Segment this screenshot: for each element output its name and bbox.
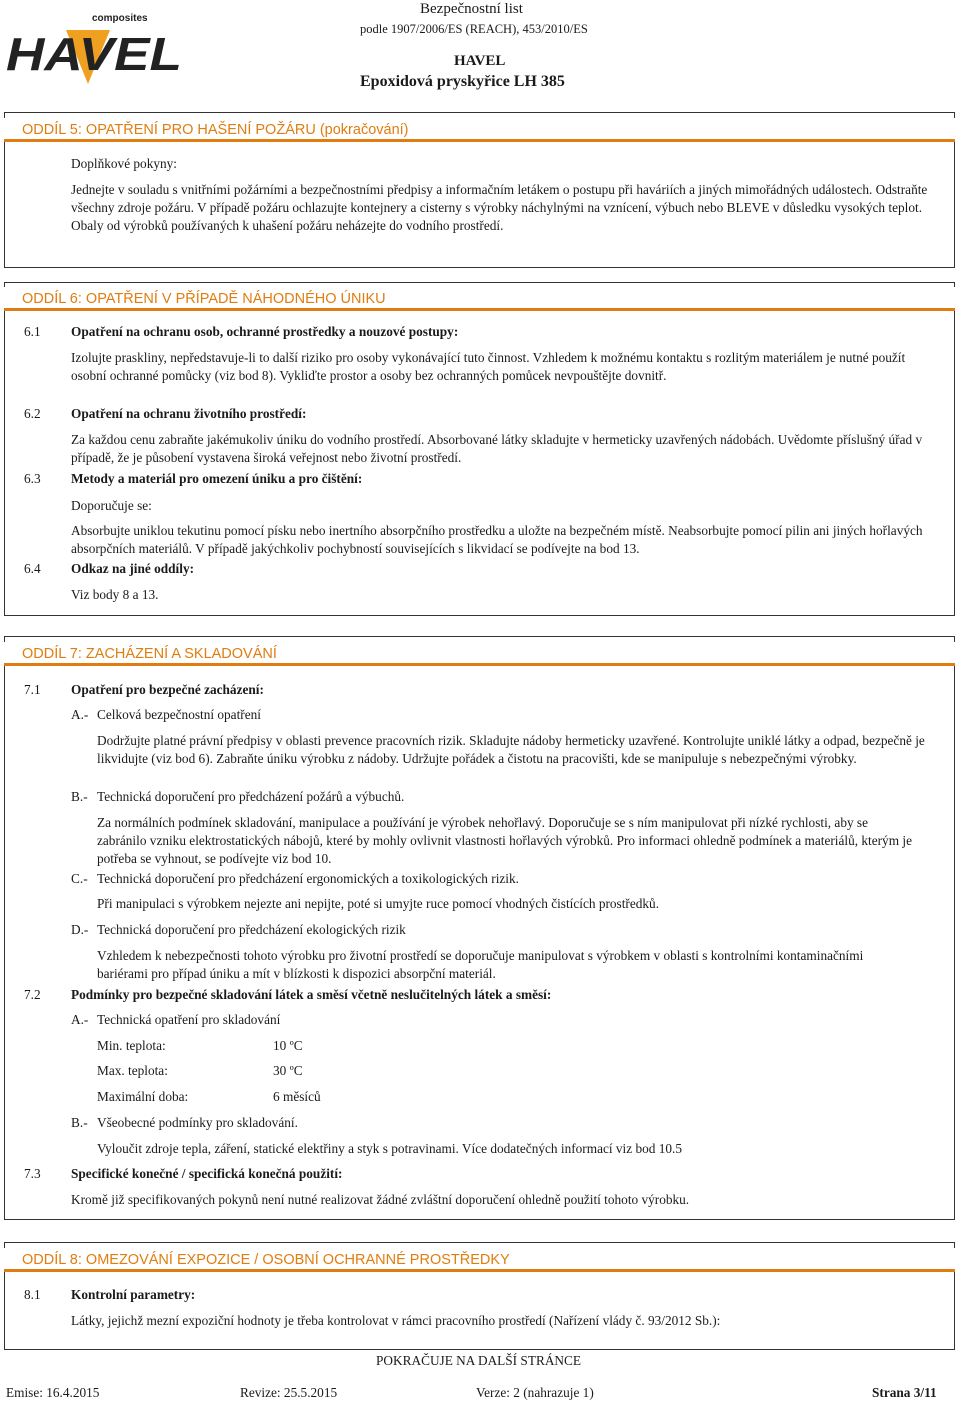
s6-4-text: Viz body 8 a 13.	[71, 587, 159, 602]
revision-date: Revize: 25.5.2015	[240, 1385, 338, 1400]
s6-3-number: 6.3	[24, 471, 41, 486]
s6-3-text: Absorbujte uniklou tekutinu pomocí písku nebo inertního absorpčního prostředku a uložte na bezpečném místě. Neabsorbujte pomocí pilin ani jiných hořlavých absorpčních materiálů. V případě jakýchkoliv pochybností souvisejících s likvidací se podívejte na bod 13.	[71, 523, 923, 556]
s7-1-b-heading: Technická doporučení pro předcházení požárů a výbuchů.	[97, 789, 405, 804]
section-5-title: ODDÍL 5: OPATŘENÍ PRO HAŠENÍ POŽÁRU (pokračování)	[4, 118, 955, 142]
s6-1-heading: Opatření na ochranu osob, ochranné prostředky a nouzové postupy:	[71, 324, 459, 339]
s6-1-text: Izolujte praskliny, nepředstavuje-li to další riziko pro osoby vykonávající tuto činnost. Vzhledem k možnému kontaktu s rozlitým materiálem je nutné použít osobní ochranné pomůcky (viz bod 8). Vykliďte prostor a osoby bez ochranných pomůcek nevpouštějte dovnitř.	[71, 350, 906, 383]
product-name: Epoxidová pryskyřice LH 385	[360, 73, 565, 90]
logo-main-text: HAVEL	[6, 28, 182, 80]
section-7-title: ODDÍL 7: ZACHÁZENÍ A SKLADOVÁNÍ	[4, 642, 955, 666]
s7-1-c-label: C.-	[71, 871, 88, 886]
s7-1-b-label: B.-	[71, 789, 88, 804]
s7-1-d-heading: Technická doporučení pro předcházení ekologických rizik	[97, 922, 406, 937]
s7-3-number: 7.3	[24, 1166, 41, 1181]
section-6-title: ODDÍL 6: OPATŘENÍ V PŘÍPADĚ NÁHODNÉHO ÚNIKU	[4, 287, 955, 311]
s7-1-d-text: Vzhledem k nebezpečnosti tohoto výrobku pro životní prostředí se doporučuje manipulovat s výrobkem v oblasti s kontrolními kontaminačními bariérami pro případ úniku a mít v blízkosti k dispozici absorpční materiál.	[97, 948, 864, 981]
s7-1-a-text: Dodržujte platné právní předpisy v oblasti prevence pracovních rizik. Skladujte nádoby hermeticky uzavřené. Kontrolujte uniklé látky a odpad, bezpečně je likvidujte (viz bod 6). Zabraňte úniku výrobku z nádoby. Udržujte pořádek a čistotu na pracovišti, kde se manipuluje s nebezpečnými výrobky.	[97, 733, 925, 766]
s6-4-heading: Odkaz na jiné oddíly:	[71, 561, 195, 576]
s6-3-heading: Metody a materiál pro omezení úniku a pro čištění:	[71, 471, 363, 486]
s6-1-number: 6.1	[24, 324, 41, 339]
storage-min-temp-value: 10 ºC	[273, 1038, 303, 1053]
s7-1-a-heading: Celková bezpečnostní opatření	[97, 707, 261, 722]
s7-2-heading: Podmínky pro bezpečné skladování látek a směsí včetně neslučitelných látek a směsí:	[71, 987, 552, 1002]
s7-2-a-label: A.-	[71, 1012, 89, 1027]
s7-1-number: 7.1	[24, 682, 41, 697]
s7-2-b-heading: Všeobecné podmínky pro skladování.	[97, 1115, 298, 1130]
havel-logo	[6, 12, 186, 84]
continue-note: POKRAČUJE NA DALŠÍ STRÁNCE	[376, 1353, 582, 1368]
s5-subtitle: Doplňkové pokyny:	[71, 156, 177, 171]
s5-text: Jednejte v souladu s vnitřními požárními a bezpečnostními předpisy a informačním letákem o postupu při haváriích a jiných mimořádných událostech. Odstraňte všechny zdroje požáru. V případě požáru ochlazujte kontejnery a cisterny s výrobky náchylnými na vznícení, výbuch nebo BLEVE v důsledku vysokých teplot. Obaly od výrobků používaných k uhašení požáru neházejte do vodního prostředí.	[71, 182, 928, 233]
s7-1-a-label: A.-	[71, 707, 89, 722]
regulation-text: podle 1907/2006/ES (REACH), 453/2010/ES	[360, 22, 588, 36]
page-number: Strana 3/11	[872, 1385, 937, 1400]
s8-1-heading: Kontrolní parametry:	[71, 1287, 196, 1302]
s6-3-subheading: Doporučuje se:	[71, 498, 152, 513]
brand-name: HAVEL	[454, 53, 506, 69]
s7-2-a-heading: Technická opatření pro skladování	[97, 1012, 281, 1027]
storage-max-time-value: 6 měsíců	[273, 1089, 321, 1104]
s8-1-number: 8.1	[24, 1287, 41, 1302]
s7-1-heading: Opatření pro bezpečné zacházení:	[71, 682, 264, 697]
s7-1-c-text: Při manipulaci s výrobkem nejezte ani nepijte, poté si umyjte ruce pomocí vhodných čistících prostředků.	[97, 896, 660, 911]
storage-min-temp-label: Min. teplota:	[97, 1038, 166, 1053]
s7-1-c-heading: Technická doporučení pro předcházení ergonomických a toxikologických rizik.	[97, 871, 519, 886]
s7-1-d-label: D.-	[71, 922, 89, 937]
storage-max-time-label: Maximální doba:	[97, 1089, 189, 1104]
s6-2-heading: Opatření na ochranu životního prostředí:	[71, 406, 307, 421]
s8-1-text: Látky, jejichž mezní expoziční hodnoty je třeba kontrolovat v rámci pracovního prostředí (Nařízení vlády č. 93/2012 Sb.):	[71, 1313, 721, 1328]
issue-date: Emise: 16.4.2015	[6, 1385, 100, 1400]
s6-2-text: Za každou cenu zabraňte jakémukoliv úniku do vodního prostředí. Absorbované látky skladujte v hermeticky uzavřených nádobách. Uvědomte příslušný úřad v případě, že je působení vystavena široká veřejnost nebo životní prostředí.	[71, 432, 923, 465]
s7-2-number: 7.2	[24, 987, 41, 1002]
storage-max-temp-value: 30 ºC	[273, 1063, 303, 1078]
storage-max-temp-label: Max. teplota:	[97, 1063, 168, 1078]
s6-4-number: 6.4	[24, 561, 41, 576]
document-title: Bezpečnostní list	[420, 1, 523, 17]
s7-2-b-label: B.-	[71, 1115, 88, 1130]
version-info: Verze: 2 (nahrazuje 1)	[476, 1385, 594, 1400]
s6-2-number: 6.2	[24, 406, 41, 421]
s7-1-b-text: Za normálních podmínek skladování, manipulace a používání je výrobek nehořlavý. Doporučuje se s ním manipulovat při nízké rychlosti, aby se zabránilo vzniku elektrostatických nábojů, které by mohly ovlivnit vlastnosti hořlavých výrobků. Pro informaci ohledně podmínek a materiálů, kterým je potřeba se vyhnout, se podívejte viz bod 10.	[97, 815, 912, 866]
s7-3-heading: Specifické konečné / specifická konečná použití:	[71, 1166, 343, 1181]
logo-small-text: composites	[92, 13, 148, 24]
section-8-title: ODDÍL 8: OMEZOVÁNÍ EXPOZICE / OSOBNÍ OCHRANNÉ PROSTŘEDKY	[4, 1248, 955, 1272]
s7-2-b-text: Vyloučit zdroje tepla, záření, statické elektřiny a styk s potravinami. Více dodatečných informací viz bod 10.5	[97, 1141, 682, 1156]
s7-3-text: Kromě již specifikovaných pokynů není nutné realizovat žádné zvláštní doporučení ohledně použití tohoto výrobku.	[71, 1192, 690, 1207]
